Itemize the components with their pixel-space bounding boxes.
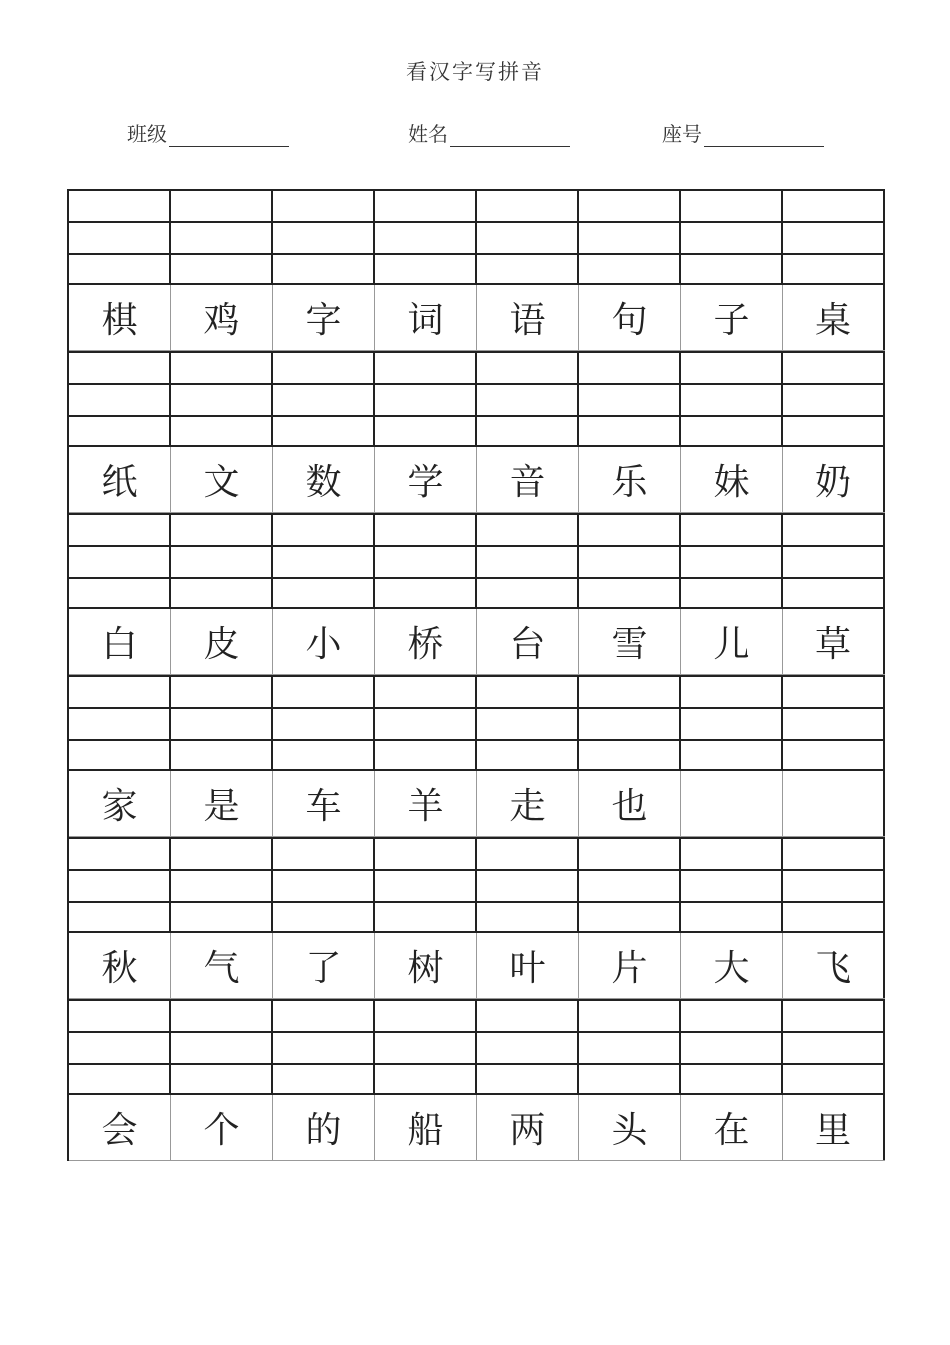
character-cell: 大 xyxy=(681,933,783,998)
pinyin-writing-cell[interactable] xyxy=(783,191,885,283)
character-cell: 是 xyxy=(171,771,273,836)
character-cell: 鸡 xyxy=(171,285,273,350)
pinyin-writing-row xyxy=(69,189,885,285)
pinyin-writing-cell[interactable] xyxy=(69,515,171,607)
character-cell: 草 xyxy=(783,609,885,674)
character-cell: 两 xyxy=(477,1095,579,1160)
name-blank[interactable] xyxy=(450,126,570,147)
character-row xyxy=(69,771,885,837)
character-cell: 在 xyxy=(681,1095,783,1160)
character-cell: 台 xyxy=(477,609,579,674)
pinyin-writing-cell[interactable] xyxy=(69,677,171,769)
pinyin-writing-cell[interactable] xyxy=(273,353,375,445)
class-field xyxy=(127,118,289,147)
pinyin-writing-cell[interactable] xyxy=(681,677,783,769)
pinyin-writing-cell[interactable] xyxy=(783,839,885,931)
character-cell: 的 xyxy=(273,1095,375,1160)
pinyin-writing-cell[interactable] xyxy=(579,839,681,931)
character-cell: 雪 xyxy=(579,609,681,674)
pinyin-writing-cell[interactable] xyxy=(171,839,273,931)
character-cell: 气 xyxy=(171,933,273,998)
character-cell: 也 xyxy=(579,771,681,836)
character-cell: 了 xyxy=(273,933,375,998)
pinyin-writing-cell[interactable] xyxy=(579,1001,681,1093)
character-cell: 会 xyxy=(69,1095,171,1160)
pinyin-writing-cell[interactable] xyxy=(171,191,273,283)
character-cell: 语 xyxy=(477,285,579,350)
pinyin-writing-cell[interactable] xyxy=(375,353,477,445)
character-row xyxy=(69,933,885,999)
seat-blank[interactable] xyxy=(704,126,824,147)
pinyin-writing-cell[interactable] xyxy=(375,191,477,283)
pinyin-writing-cell[interactable] xyxy=(273,191,375,283)
pinyin-writing-cell[interactable] xyxy=(579,677,681,769)
pinyin-writing-cell[interactable] xyxy=(477,1001,579,1093)
pinyin-writing-cell[interactable] xyxy=(783,353,885,445)
pinyin-writing-cell[interactable] xyxy=(579,191,681,283)
pinyin-writing-cell[interactable] xyxy=(171,353,273,445)
character-row xyxy=(69,447,885,513)
character-cell: 纸 xyxy=(69,447,171,512)
character-cell: 数 xyxy=(273,447,375,512)
pinyin-writing-cell[interactable] xyxy=(375,677,477,769)
character-cell: 小 xyxy=(273,609,375,674)
character-cell: 飞 xyxy=(783,933,885,998)
pinyin-writing-cell[interactable] xyxy=(69,839,171,931)
pinyin-writing-cell[interactable] xyxy=(273,515,375,607)
page-title: 看汉字写拼音 xyxy=(406,60,544,84)
character-cell: 白 xyxy=(69,609,171,674)
character-row xyxy=(69,609,885,675)
pinyin-writing-cell[interactable] xyxy=(273,839,375,931)
pinyin-writing-cell[interactable] xyxy=(681,515,783,607)
pinyin-writing-cell[interactable] xyxy=(171,515,273,607)
pinyin-writing-cell[interactable] xyxy=(69,191,171,283)
pinyin-writing-cell[interactable] xyxy=(579,515,681,607)
character-cell: 桌 xyxy=(783,285,885,350)
pinyin-writing-row xyxy=(69,513,885,609)
character-cell: 儿 xyxy=(681,609,783,674)
character-cell: 秋 xyxy=(69,933,171,998)
pinyin-writing-cell[interactable] xyxy=(477,515,579,607)
pinyin-writing-row xyxy=(69,837,885,933)
pinyin-writing-cell[interactable] xyxy=(681,1001,783,1093)
pinyin-writing-cell[interactable] xyxy=(681,839,783,931)
character-cell xyxy=(681,771,783,836)
name-field xyxy=(408,118,570,147)
character-cell: 音 xyxy=(477,447,579,512)
pinyin-writing-cell[interactable] xyxy=(477,353,579,445)
pinyin-writing-cell[interactable] xyxy=(477,839,579,931)
character-cell: 乐 xyxy=(579,447,681,512)
character-cell: 棋 xyxy=(69,285,171,350)
pinyin-writing-row xyxy=(69,351,885,447)
character-cell: 词 xyxy=(375,285,477,350)
pinyin-writing-cell[interactable] xyxy=(171,677,273,769)
pinyin-writing-cell[interactable] xyxy=(375,515,477,607)
character-cell: 羊 xyxy=(375,771,477,836)
pinyin-writing-cell[interactable] xyxy=(783,515,885,607)
class-blank[interactable] xyxy=(169,126,289,147)
pinyin-grid xyxy=(67,189,885,1161)
character-cell xyxy=(783,771,885,836)
pinyin-writing-cell[interactable] xyxy=(477,677,579,769)
character-cell: 车 xyxy=(273,771,375,836)
character-row xyxy=(69,285,885,351)
character-cell: 皮 xyxy=(171,609,273,674)
character-cell: 妹 xyxy=(681,447,783,512)
pinyin-writing-cell[interactable] xyxy=(375,1001,477,1093)
character-cell: 叶 xyxy=(477,933,579,998)
character-cell: 个 xyxy=(171,1095,273,1160)
pinyin-writing-cell[interactable] xyxy=(579,353,681,445)
character-cell: 片 xyxy=(579,933,681,998)
pinyin-writing-cell[interactable] xyxy=(273,677,375,769)
pinyin-writing-cell[interactable] xyxy=(273,1001,375,1093)
pinyin-writing-row xyxy=(69,675,885,771)
pinyin-writing-cell[interactable] xyxy=(477,191,579,283)
character-cell: 走 xyxy=(477,771,579,836)
character-cell: 船 xyxy=(375,1095,477,1160)
pinyin-writing-cell[interactable] xyxy=(783,1001,885,1093)
character-cell: 里 xyxy=(783,1095,885,1160)
character-cell: 学 xyxy=(375,447,477,512)
character-cell: 奶 xyxy=(783,447,885,512)
class-label: 班级 xyxy=(127,122,167,146)
pinyin-writing-cell[interactable] xyxy=(681,191,783,283)
pinyin-writing-cell[interactable] xyxy=(171,1001,273,1093)
pinyin-writing-cell[interactable] xyxy=(69,1001,171,1093)
character-cell: 子 xyxy=(681,285,783,350)
character-row xyxy=(69,1095,885,1161)
name-label: 姓名 xyxy=(408,122,448,146)
pinyin-writing-cell[interactable] xyxy=(681,353,783,445)
pinyin-writing-cell[interactable] xyxy=(783,677,885,769)
character-cell: 句 xyxy=(579,285,681,350)
character-cell: 字 xyxy=(273,285,375,350)
character-cell: 家 xyxy=(69,771,171,836)
pinyin-writing-row xyxy=(69,999,885,1095)
character-cell: 头 xyxy=(579,1095,681,1160)
character-cell: 文 xyxy=(171,447,273,512)
pinyin-writing-cell[interactable] xyxy=(69,353,171,445)
pinyin-writing-cell[interactable] xyxy=(375,839,477,931)
seat-label: 座号 xyxy=(662,122,702,146)
seat-field xyxy=(662,118,824,147)
character-cell: 桥 xyxy=(375,609,477,674)
character-cell: 树 xyxy=(375,933,477,998)
